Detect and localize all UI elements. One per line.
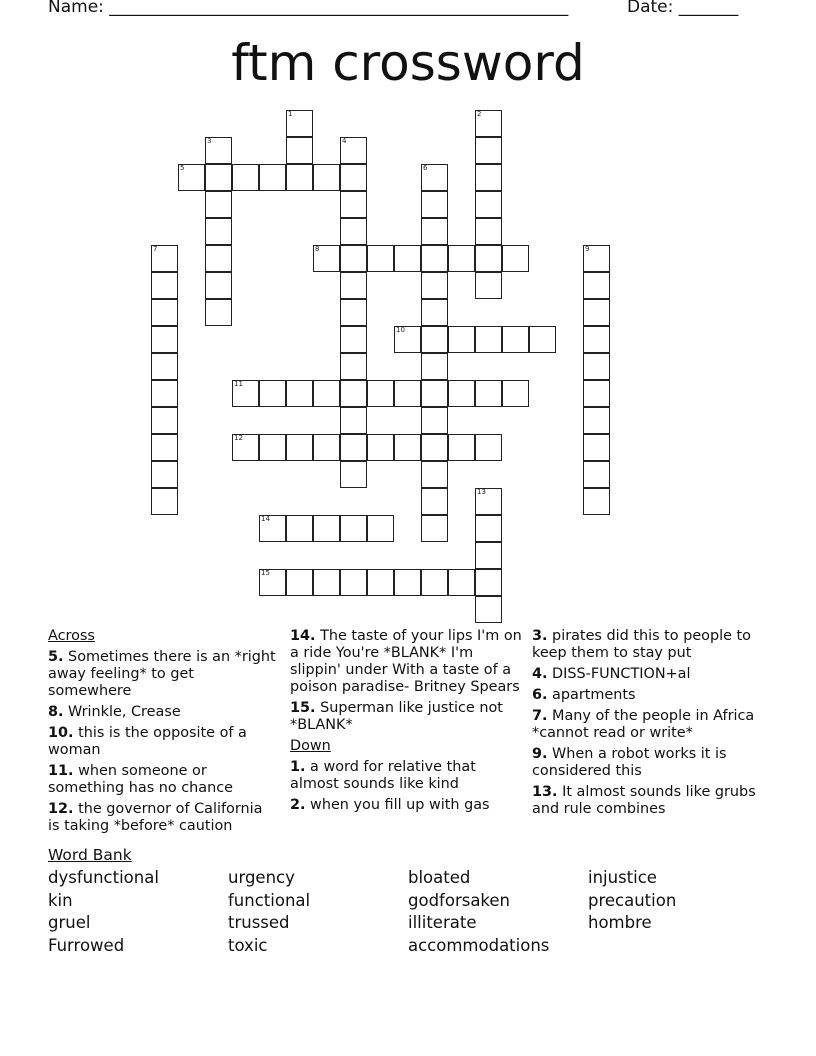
crossword-cell[interactable] — [340, 218, 367, 245]
crossword-cell[interactable] — [151, 353, 178, 380]
crossword-cell[interactable] — [313, 434, 340, 461]
crossword-cell[interactable] — [475, 272, 502, 299]
crossword-cell[interactable] — [475, 380, 502, 407]
word-bank-item: trussed — [228, 913, 290, 932]
page-title: ftm crossword — [231, 34, 585, 92]
crossword-cell[interactable] — [232, 380, 259, 407]
crossword-cell[interactable] — [205, 191, 232, 218]
clue-number: 13 — [477, 488, 486, 496]
name-field: Name: ______________________________________________________ — [48, 0, 569, 17]
clue-across-12: 12. the governor of California is taking *before* caution — [48, 801, 263, 834]
word-bank-item: injustice — [588, 868, 657, 887]
clue-number: 11 — [234, 380, 243, 388]
word-bank-item: functional — [228, 891, 311, 910]
crossword-cell[interactable] — [475, 596, 502, 623]
clue-number: 5 — [180, 164, 185, 172]
crossword-cell[interactable] — [502, 245, 529, 272]
crossword-cell[interactable] — [421, 434, 448, 461]
crossword-cell[interactable] — [421, 245, 448, 272]
crossword-cell[interactable] — [583, 407, 610, 434]
crossword-cell[interactable] — [151, 272, 178, 299]
across-heading: Across — [48, 628, 95, 644]
word-bank-item: toxic — [228, 936, 268, 955]
word-bank-item: godforsaken — [408, 891, 511, 910]
crossword-cell[interactable] — [340, 380, 367, 407]
clue-across-10: 10. this is the opposite of a woman — [48, 725, 247, 758]
crossword-cell[interactable] — [367, 434, 394, 461]
word-bank-item: illiterate — [408, 913, 477, 932]
crossword-cell[interactable] — [475, 434, 502, 461]
crossword-cell[interactable] — [232, 434, 259, 461]
clue-across-5: 5. Sometimes there is an *right away feeling* to get somewhere — [48, 649, 276, 699]
crossword-cell[interactable] — [286, 434, 313, 461]
crossword-cell[interactable] — [448, 380, 475, 407]
crossword-cell[interactable] — [583, 272, 610, 299]
down-heading: Down — [290, 738, 331, 754]
crossword-cell[interactable] — [421, 272, 448, 299]
clue-number: 9 — [585, 245, 590, 253]
crossword-cell[interactable] — [340, 245, 367, 272]
crossword-cell[interactable] — [394, 245, 421, 272]
crossword-cell[interactable] — [151, 434, 178, 461]
clue-number: 14 — [261, 515, 270, 523]
crossword-cell[interactable] — [313, 380, 340, 407]
crossword-cell[interactable] — [205, 245, 232, 272]
crossword-cell[interactable] — [340, 569, 367, 596]
clues-column-2 — [290, 628, 524, 818]
clue-down-4: 4. DISS-FUNCTION+al — [532, 666, 691, 682]
crossword-cell[interactable] — [313, 515, 340, 542]
clue-across-8: 8. Wrinkle, Crease — [48, 704, 181, 720]
crossword-cell[interactable] — [367, 245, 394, 272]
crossword-cell[interactable] — [313, 569, 340, 596]
crossword-cell[interactable] — [286, 380, 313, 407]
crossword-cell[interactable] — [340, 515, 367, 542]
crossword-cell[interactable] — [394, 569, 421, 596]
crossword-cell[interactable] — [421, 461, 448, 488]
word-bank-item: bloated — [408, 868, 471, 887]
crossword-cell[interactable] — [151, 380, 178, 407]
clue-number: 7 — [153, 245, 158, 253]
crossword-cell[interactable] — [151, 461, 178, 488]
crossword-cell[interactable] — [340, 434, 367, 461]
word-bank-item: dysfunctional — [48, 868, 159, 887]
clue-number: 8 — [315, 245, 320, 253]
clue-number: 12 — [234, 434, 243, 442]
crossword-cell[interactable] — [583, 380, 610, 407]
crossword-cell[interactable] — [205, 272, 232, 299]
crossword-cell[interactable] — [205, 164, 232, 191]
crossword-cell[interactable] — [583, 245, 610, 272]
clue-number: 4 — [342, 137, 347, 145]
crossword-cell[interactable] — [448, 569, 475, 596]
word-bank-item: urgency — [228, 868, 295, 887]
crossword-cell[interactable] — [340, 164, 367, 191]
crossword-cell[interactable] — [178, 164, 205, 191]
crossword-cell[interactable] — [475, 110, 502, 137]
crossword-cell[interactable] — [583, 353, 610, 380]
crossword-cell[interactable] — [367, 515, 394, 542]
crossword-cell[interactable] — [340, 191, 367, 218]
word-bank-heading: Word Bank — [48, 846, 132, 864]
crossword-cell[interactable] — [286, 569, 313, 596]
clue-number: 6 — [423, 164, 428, 172]
crossword-cell[interactable] — [475, 137, 502, 164]
crossword-cell[interactable] — [259, 380, 286, 407]
word-bank-item: Furrowed — [48, 936, 125, 955]
crossword-cell[interactable] — [475, 218, 502, 245]
crossword-cell[interactable] — [151, 488, 178, 515]
clue-across-11: 11. when someone or something has no chance — [48, 763, 234, 796]
crossword-cell[interactable] — [394, 434, 421, 461]
crossword-cell[interactable] — [475, 191, 502, 218]
word-bank-item: hombre — [588, 913, 652, 932]
crossword-cell[interactable] — [475, 245, 502, 272]
crossword-cell[interactable] — [205, 299, 232, 326]
crossword-cell[interactable] — [502, 380, 529, 407]
crossword-cell[interactable] — [448, 245, 475, 272]
clue-down-6: 6. apartments — [532, 687, 636, 703]
clue-down-13: 13. It almost sounds like grubs and rule combines — [532, 784, 756, 817]
crossword-cell[interactable] — [583, 326, 610, 353]
crossword-cell[interactable] — [286, 137, 313, 164]
word-bank-item: precaution — [588, 891, 677, 910]
crossword-cell[interactable] — [313, 245, 340, 272]
crossword-cell[interactable] — [340, 353, 367, 380]
clue-number: 3 — [207, 137, 212, 145]
crossword-cell[interactable] — [421, 353, 448, 380]
crossword-cell[interactable] — [394, 326, 421, 353]
crossword-cell[interactable] — [367, 380, 394, 407]
crossword-cell[interactable] — [583, 461, 610, 488]
crossword-cell[interactable] — [340, 326, 367, 353]
crossword-cell[interactable] — [259, 569, 286, 596]
crossword-cell[interactable] — [394, 380, 421, 407]
crossword-cell[interactable] — [151, 245, 178, 272]
crossword-cell[interactable] — [475, 542, 502, 569]
crossword-cell[interactable] — [475, 569, 502, 596]
crossword-cell[interactable] — [529, 326, 556, 353]
word-bank-item: gruel — [48, 913, 91, 932]
clue-down-9: 9. When a robot works it is considered this — [532, 746, 727, 779]
clue-down-1: 1. a word for relative that almost sounds like kind — [290, 759, 476, 792]
crossword-cell[interactable] — [340, 407, 367, 434]
crossword-cell[interactable] — [421, 380, 448, 407]
crossword-cell[interactable] — [583, 488, 610, 515]
crossword-cell[interactable] — [367, 569, 394, 596]
crossword-cell[interactable] — [583, 434, 610, 461]
date-field: Date: _______ — [627, 0, 739, 17]
word-bank-item: accommodations — [408, 936, 550, 955]
crossword-cell[interactable] — [286, 164, 313, 191]
crossword-cell[interactable] — [421, 569, 448, 596]
crossword-cell[interactable] — [286, 110, 313, 137]
crossword-cell[interactable] — [475, 164, 502, 191]
crossword-cell[interactable] — [340, 299, 367, 326]
crossword-cell[interactable] — [583, 299, 610, 326]
crossword-cell[interactable] — [448, 326, 475, 353]
clue-down-7: 7. Many of the people in Africa *cannot read or write* — [532, 708, 755, 741]
crossword-cell[interactable] — [421, 164, 448, 191]
crossword-cell[interactable] — [421, 218, 448, 245]
crossword-cell[interactable] — [421, 515, 448, 542]
crossword-cell[interactable] — [340, 137, 367, 164]
word-bank-item: kin — [48, 891, 73, 910]
crossword-cell[interactable] — [232, 164, 259, 191]
crossword-cell[interactable] — [286, 515, 313, 542]
crossword-cell[interactable] — [448, 434, 475, 461]
clue-down-2: 2. when you fill up with gas — [290, 797, 490, 813]
crossword-cell[interactable] — [475, 488, 502, 515]
clue-down-3: 3. pirates did this to people to keep them to stay put — [532, 628, 751, 661]
clue-across-14: 14. The taste of your lips I'm on a ride You're *BLANK* I'm slippin' under With a taste of a poison paradise- Britney Spears — [290, 628, 522, 695]
crossword-cell[interactable] — [259, 515, 286, 542]
clue-number: 1 — [288, 110, 293, 118]
crossword-cell[interactable] — [313, 164, 340, 191]
crossword-cell[interactable] — [475, 515, 502, 542]
crossword-cell[interactable] — [205, 218, 232, 245]
clue-number: 10 — [396, 326, 405, 334]
crossword-cell[interactable] — [259, 164, 286, 191]
crossword-cell[interactable] — [151, 326, 178, 353]
crossword-cell[interactable] — [205, 137, 232, 164]
clue-number: 15 — [261, 569, 270, 577]
crossword-cell[interactable] — [340, 461, 367, 488]
crossword-cell[interactable] — [151, 407, 178, 434]
crossword-cell[interactable] — [421, 191, 448, 218]
clues-column-3 — [532, 628, 762, 822]
clue-number: 2 — [477, 110, 482, 118]
clue-across-15: 15. Superman like justice not *BLANK* — [290, 700, 503, 733]
crossword-cell[interactable] — [421, 326, 448, 353]
crossword-cell[interactable] — [475, 326, 502, 353]
crossword-cell[interactable] — [421, 299, 448, 326]
crossword-cell[interactable] — [502, 326, 529, 353]
crossword-cell[interactable] — [421, 488, 448, 515]
crossword-cell[interactable] — [340, 272, 367, 299]
crossword-cell[interactable] — [151, 299, 178, 326]
crossword-cell[interactable] — [421, 407, 448, 434]
crossword-cell[interactable] — [259, 434, 286, 461]
clues-column-1 — [48, 628, 276, 839]
